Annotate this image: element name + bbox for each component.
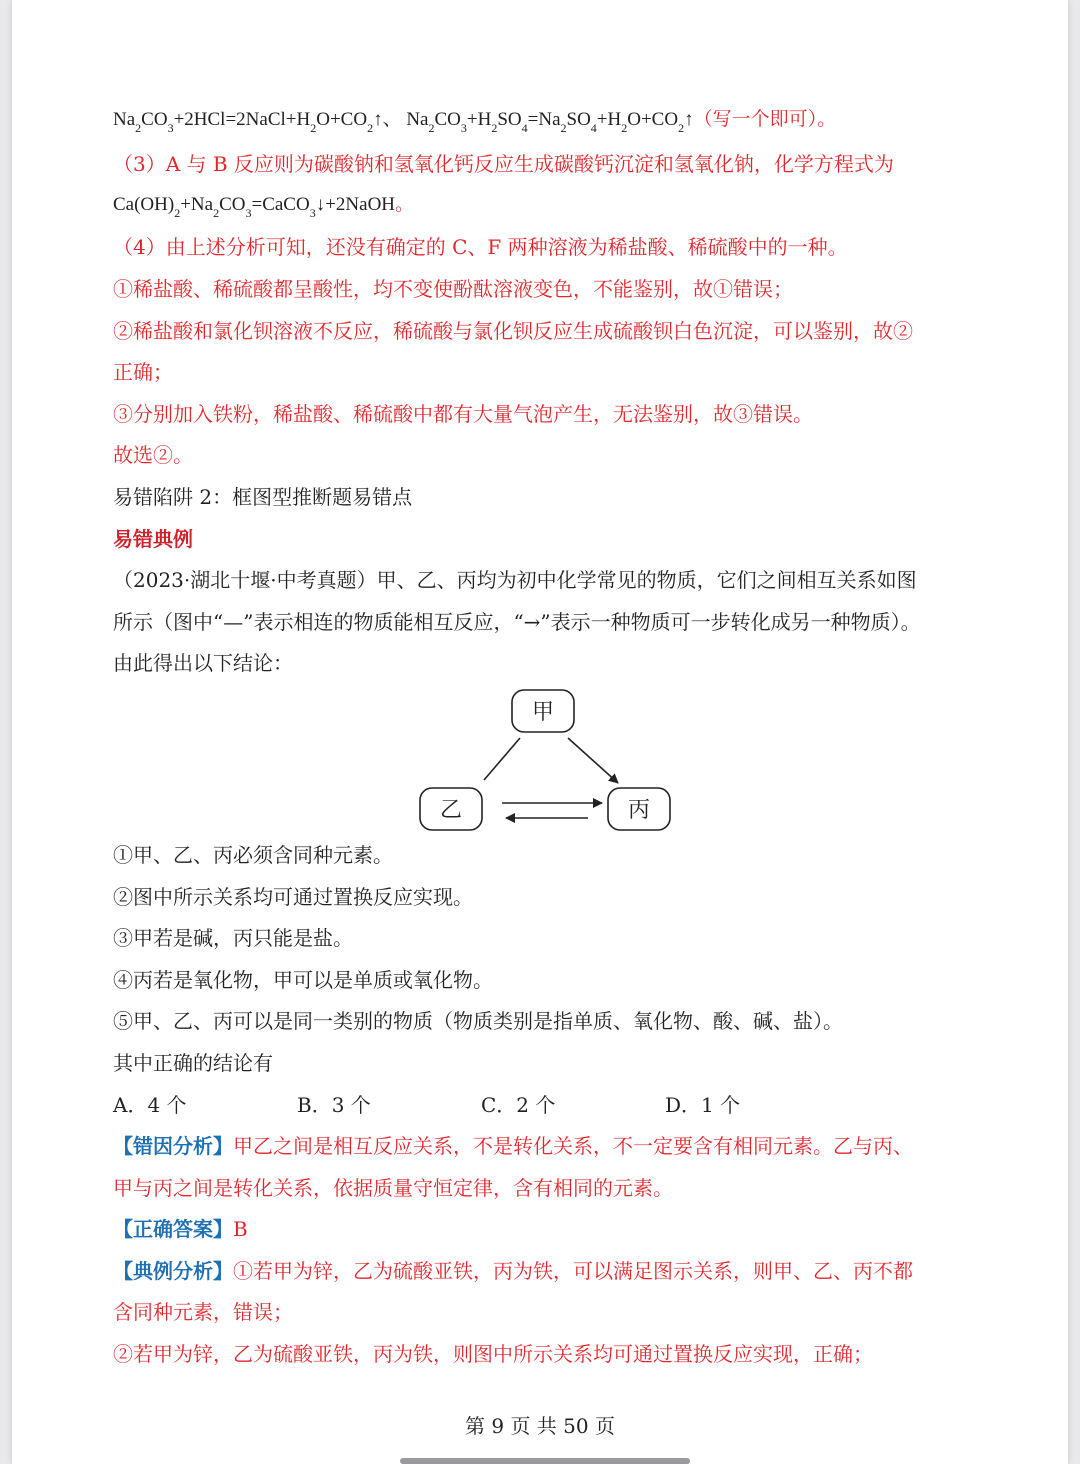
option-a: A．4 个 [113, 1093, 187, 1117]
option-d: D．1 个 [665, 1093, 741, 1117]
reaction-line-jia-yi [484, 738, 520, 780]
question-line-2: 所示（图中“—”表示相连的物质能相互反应，“→”表示一种物质可一步转化成另一种物质）。 [113, 610, 921, 634]
answer-3-equation: $Ca(OH)_2+Na_2CO_3=CaCO_3↓+2NaOH$。 [113, 194, 415, 220]
answer-4-item-2-cont: 正确； [113, 360, 173, 384]
example-heading: 易错典例 [113, 527, 193, 551]
relation-diagram-svg [412, 684, 682, 834]
answer-3-text: （3）A 与 B 反应则为碳酸钠和氢氧化钙反应生成碳酸钙沉淀和氢氧化钠，化学方程式为 [113, 152, 894, 176]
formula-line [113, 106, 836, 134]
correct-answer [113, 1215, 248, 1243]
option-b: B．3 个 [297, 1093, 371, 1117]
question-line-3: 由此得出以下结论： [113, 651, 293, 675]
statement-1: ①甲、乙、丙必须含同种元素。 [113, 843, 393, 867]
answer-4-item-3: ③分别加入铁粉，稀盐酸、稀硫酸中都有大量气泡产生，无法鉴别，故③错误。 [113, 402, 813, 426]
question-ask: 其中正确的结论有 [113, 1051, 273, 1075]
equation-h2so4: $Na_2CO_3+H_2SO_4=Na_2SO_4+H_2O+CO_2↑$ [406, 109, 694, 135]
error-analysis-line-2: 甲与丙之间是转化关系，依据质量守恒定律，含有相同的元素。 [113, 1176, 673, 1200]
statement-4: ④丙若是氧化物，甲可以是单质或氧化物。 [113, 968, 493, 992]
example-analysis-line-3: ②若甲为锌，乙为硫酸亚铁，丙为铁，则图中所示关系均可通过置换反应实现，正确； [113, 1342, 873, 1366]
equation-hcl: $Na_2CO_3+2HCl=2NaCl+H_2O+CO_2↑$、 [113, 109, 402, 135]
answer-4-item-1: ①稀盐酸、稀硫酸都呈酸性，均不变使酚酞溶液变色，不能鉴别，故①错误； [113, 277, 793, 301]
answer-4-item-2: ②稀盐酸和氯化钡溶液不反应，稀硫酸与氯化钡反应生成硫酸钡白色沉淀，可以鉴别，故② [113, 319, 913, 343]
trap-title: 易错陷阱 2：框图型推断题易错点 [113, 485, 413, 509]
example-analysis-line-1: 【典例分析】①若甲为锌，乙为硫酸亚铁，丙为铁，可以满足图示关系，则甲、乙、丙不都 [113, 1259, 913, 1283]
error-analysis-label: 【错因分析】 [113, 1134, 233, 1158]
error-analysis-line-1: 【错因分析】甲乙之间是相互反应关系，不是转化关系，不一定要含有相同元素。乙与丙、 [113, 1134, 913, 1158]
question-line-1: （2023·湖北十堰·中考真题）甲、乙、丙均为初中化学常见的物质，它们之间相互关系如图 [113, 568, 917, 592]
page-footer: 第 9 页 共 50 页 [465, 1414, 615, 1438]
answer-4-intro: （4）由上述分析可知，还没有确定的 C、F 两种溶液为稀盐酸、稀硫酸中的一种。 [113, 235, 848, 259]
formula-note: （写一个即可）。 [693, 109, 837, 130]
document-page [12, 0, 1068, 1464]
statement-2: ②图中所示关系均可通过置换反应实现。 [113, 885, 473, 909]
page-content [12, 0, 1068, 1464]
example-analysis-line-2: 含同种元素，错误； [113, 1300, 293, 1324]
correct-answer-label: 【正确答案】 [113, 1217, 233, 1241]
answer-4-choice: 故选②。 [113, 443, 193, 467]
relation-diagram [412, 684, 682, 838]
node-bing-label: 丙 [627, 798, 651, 823]
statement-5: ⑤甲、乙、丙可以是同一类别的物质（物质类别是指单质、氧化物、酸、碱、盐）。 [113, 1009, 843, 1033]
node-jia-label: 甲 [531, 700, 555, 725]
example-analysis-label: 【典例分析】 [113, 1259, 233, 1283]
page-number: 9 [491, 1414, 505, 1438]
correct-answer-value: B [233, 1217, 248, 1241]
page-total: 50 [563, 1414, 589, 1438]
statement-3: ③甲若是碱，丙只能是盐。 [113, 926, 353, 950]
option-c: C．2 个 [481, 1093, 556, 1117]
horizontal-scrollbar[interactable] [400, 1458, 690, 1464]
arrow-jia-to-bing [568, 738, 618, 783]
node-yi-label: 乙 [439, 798, 463, 823]
